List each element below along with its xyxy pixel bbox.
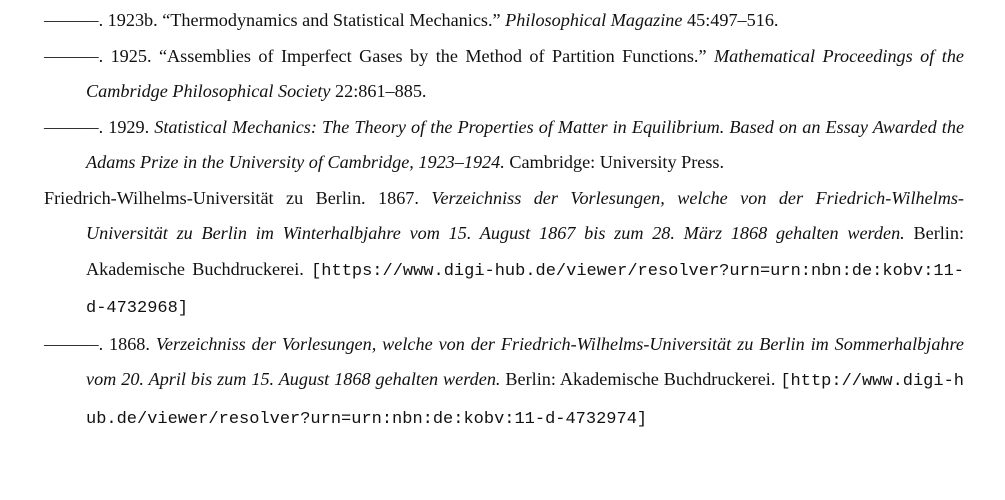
reference-entry [44,327,964,438]
bibliography [44,3,964,437]
reference-author: ———. [44,10,104,30]
reference-url-link[interactable]: [https://www.digi-hub.de/viewer/resolver?urn=urn:nbn:de:kobv:11-d-4732968] [86,261,964,318]
reference-url-link[interactable]: [http://www.digi-hub.de/viewer/resolver?urn=urn:nbn:de:kobv:11-d-4732974] [86,372,964,429]
reference-entry [44,39,964,110]
reference-journal: Philosophical Magazine [505,10,683,30]
reference-title: Verzeichniss der Vorlesungen, welche von der Friedrich-Wilhelms-Universität zu Berlin im Sommerhalbjahre vom 20. April bis zum 15. August 1868 gehalten werden. [86,333,964,389]
reference-entry [44,181,964,327]
reference-author: Friedrich-Wilhelms-Universität zu Berlin. [44,187,366,208]
reference-volume-pages: 22:861–885. [335,81,427,101]
reference-date: 1925. [110,45,152,66]
reference-date: 1929. [108,116,150,137]
reference-title: “Thermodynamics and Statistical Mechanics.” [162,10,501,30]
reference-title: “Assemblies of Imperfect Gases by the Method of Partition Functions.” [158,45,707,66]
reference-date: 1867. [378,187,419,208]
reference-title: Verzeichniss der Vorlesungen, welche von der Friedrich-Wilhelms-Universität zu Berlin im Winterhalbjahre vom 15. August 1867 bis zum 28. März 1868 gehalten werden. [86,187,964,243]
reference-author: ———. [44,45,104,66]
reference-title: Statistical Mechanics: The Theory of the Properties of Matter in Equilibrium. Based on an Essay Awarded the Adams Prize in the University of Cambridge, 1923–1924. [86,116,965,172]
reference-publisher: Berlin: Akademische Buchdruckerei. [86,223,964,279]
reference-author: ———. [44,116,104,137]
reference-date: 1923b. [107,10,158,30]
reference-volume-pages: 45:497–516. [687,10,779,30]
reference-date: 1868. [109,333,150,354]
reference-journal: Mathematical Proceedings of the Cambridge Philosophical Society [86,45,965,101]
reference-entry [44,110,964,181]
reference-publisher: Cambridge: University Press. [509,152,725,172]
reference-author: ———. [44,333,104,354]
reference-publisher: Berlin: Akademische Buchdruckerei. [505,369,776,389]
reference-entry [44,3,964,39]
